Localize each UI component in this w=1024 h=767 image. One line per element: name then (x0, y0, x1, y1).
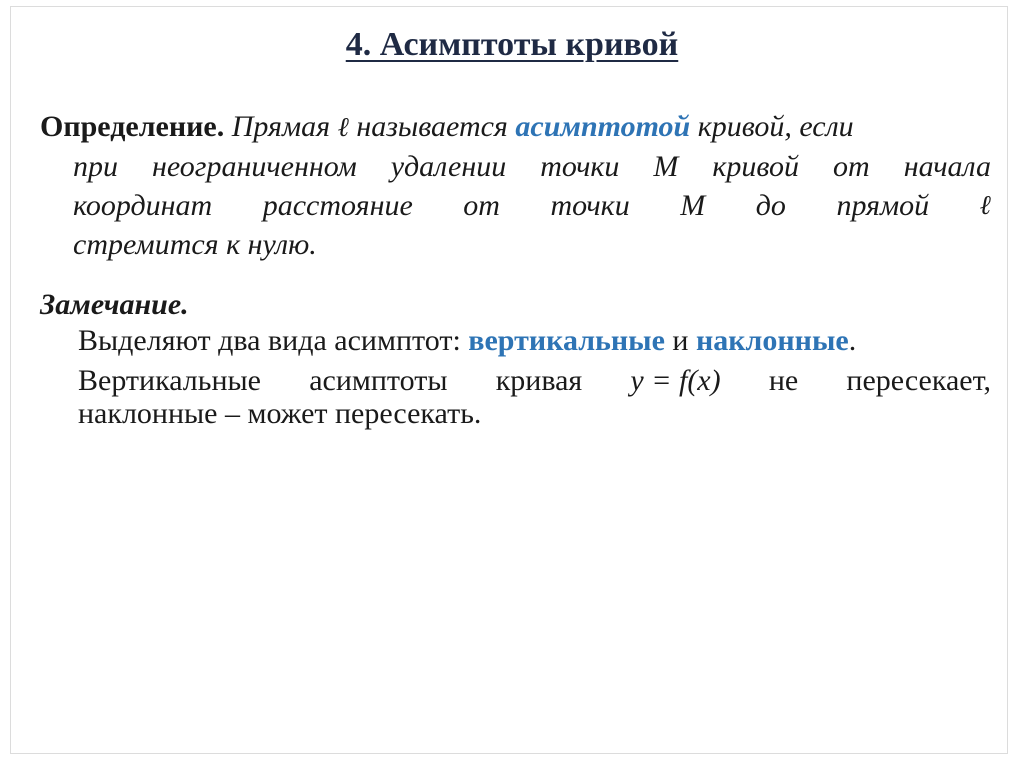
kind-oblique: наклонные (695, 324, 849, 357)
word: точки (550, 189, 630, 222)
remark-line-3 (78, 397, 481, 431)
remark-text-3: наклонные – может пересекать. (78, 397, 482, 430)
remark-text-and: и (672, 324, 689, 357)
definition-text-1c: кривой, если (697, 110, 854, 143)
formula-y-eq-fx: y = f(x) (630, 364, 721, 397)
word: кривой (712, 150, 800, 183)
definition-line-2 (73, 150, 991, 184)
definition-text-1a: Прямая (231, 110, 331, 143)
slide-title-text: 4. Асимптоты кривой (345, 26, 679, 63)
word: точки (540, 150, 620, 183)
word: неограниченном (151, 150, 357, 183)
slide-title (0, 26, 1024, 64)
definition-text-1b: называется (356, 110, 508, 143)
definition-line-3 (73, 189, 991, 223)
line-ell-symbol: ℓ (979, 190, 991, 221)
point-m-symbol: М (680, 189, 706, 222)
word: Вертикальные (78, 364, 261, 397)
remark-line-1 (78, 324, 856, 358)
word: кривая (495, 364, 583, 397)
word: при (73, 150, 118, 183)
line-ell-symbol: ℓ (337, 112, 349, 143)
word: до (755, 189, 786, 222)
word: от (833, 150, 870, 183)
remark-label-text: Замечание. (40, 288, 189, 321)
word: начала (903, 150, 991, 183)
kind-vertical: вертикальные (468, 324, 665, 357)
word: не (768, 364, 799, 397)
word: удалении (390, 150, 507, 183)
remark-text-period: . (848, 324, 857, 357)
remark-text-1a: Выделяют два вида асимптот: (78, 324, 461, 357)
definition-label: Определение. (40, 110, 225, 143)
word: асимптоты (309, 364, 448, 397)
remark-label (40, 288, 189, 322)
word: координат (73, 189, 213, 222)
point-m-symbol: М (653, 150, 679, 183)
definition-text-4: стремится к нулю. (73, 228, 317, 261)
definition-term-asymptote: асимптотой (515, 110, 691, 143)
word: прямой (836, 189, 930, 222)
word: пересекает, (846, 364, 991, 397)
word: от (463, 189, 500, 222)
definition-line-1 (40, 110, 992, 145)
remark-line-2 (78, 364, 991, 398)
definition-line-4 (73, 228, 317, 262)
word: расстояние (262, 189, 413, 222)
